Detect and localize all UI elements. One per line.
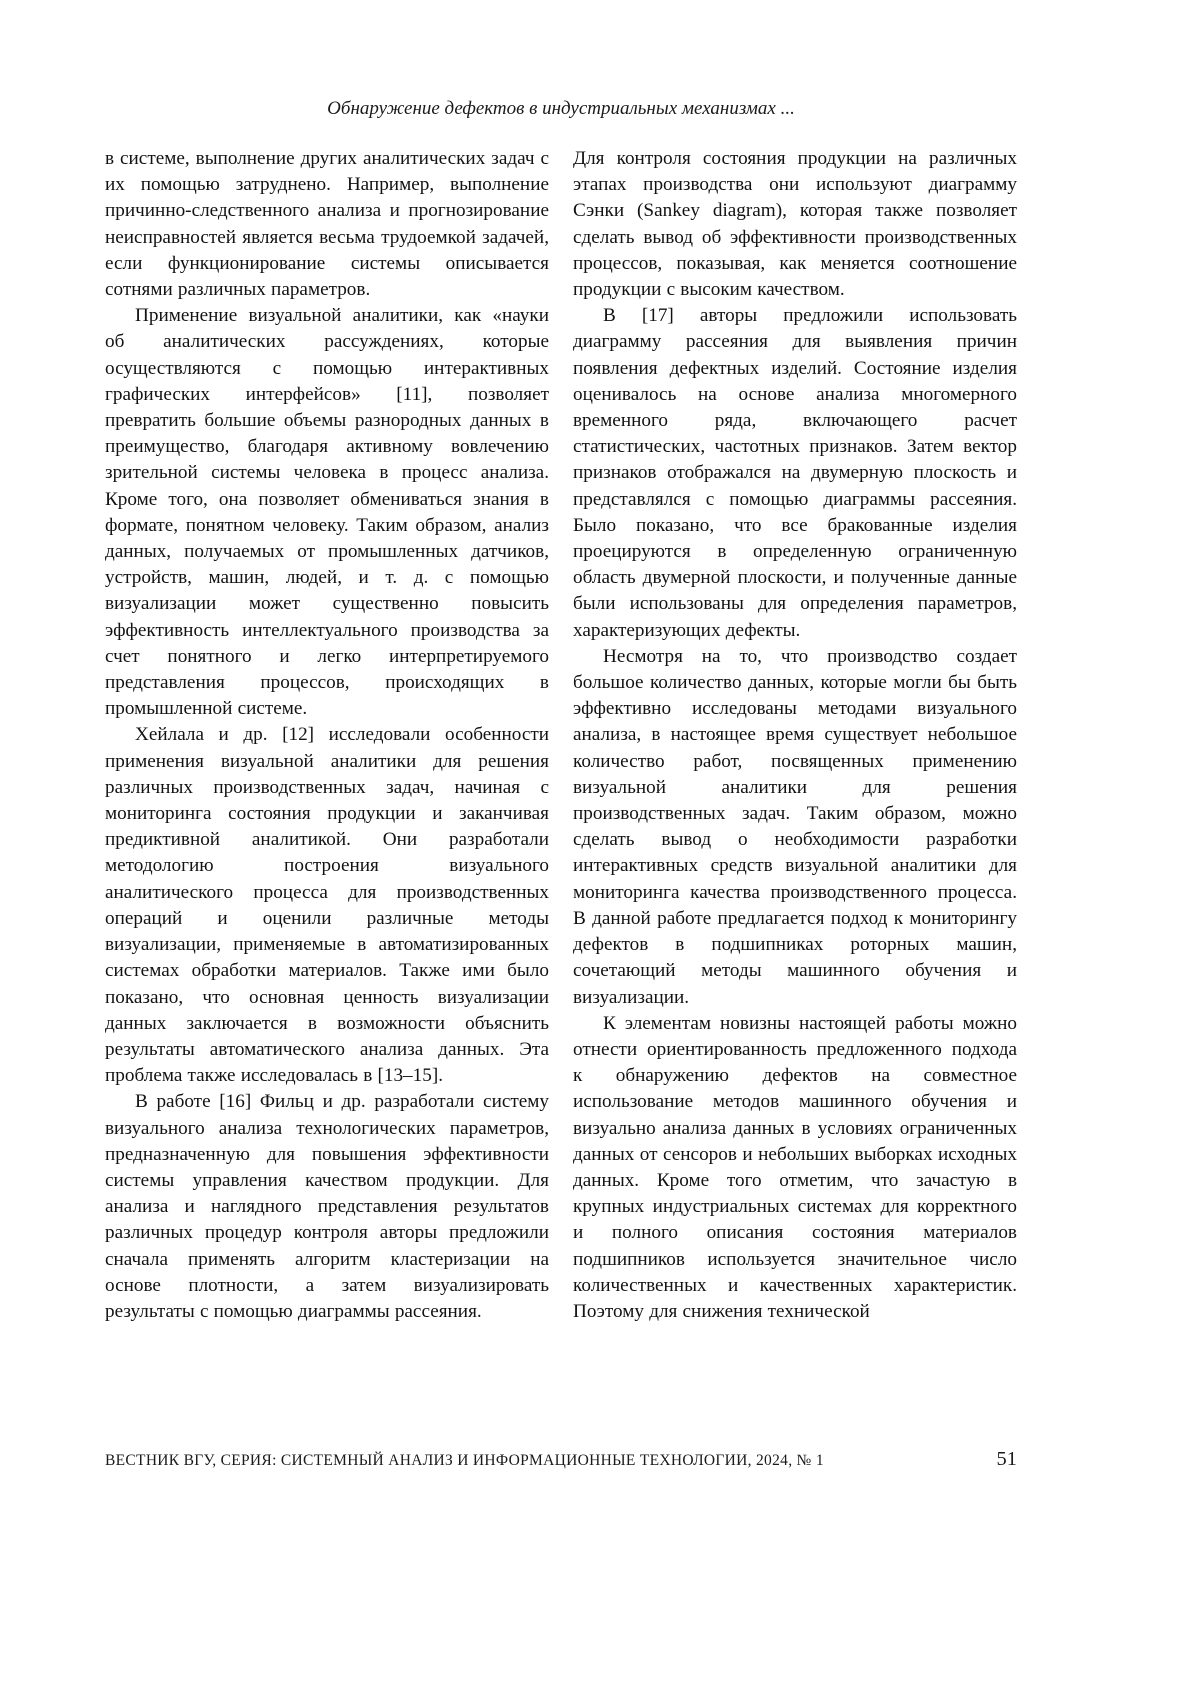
paragraph: Хейлала и др. [12] исследовали особенности применения визуальной аналитики для решения различных производственных задач, начиная с мониторинга состояния продукции и заканчивая предиктивной аналитикой. Они разработали методологию построения визуального аналитического процесса для производственных операций и оценили различные методы визуализации, применяемые в автоматизированных системах обработки материалов. Также ими было показано, что основная ценность визуализации данных заключается в возможности объяснить результаты автоматического анализа данных. Эта проблема также исследовалась в [13–15].	[105, 724, 549, 1087]
footer-journal-line: ВЕСТНИК ВГУ, СЕРИЯ: СИСТЕМНЫЙ АНАЛИЗ И ИНФОРМАЦИОННЫЕ ТЕХНОЛОГИИ, 2024, № 1	[105, 1452, 824, 1469]
paragraph: В [17] авторы предложили использовать диаграмму рассеяния для выявления причин появления дефектных изделий. Состояние изделия оценивалось на основе анализа многомерного временного ряда, включающего расчет статистических, частотных признаков. Затем вектор признаков отображался на двумерную плоскость и представлялся с помощью диаграммы рассеяния. Было показано, что все бракованные изделия проецируются в определенную ограниченную область двумерной плоскости, и полученные данные были использованы для определения параметров, характеризующих дефекты.	[573, 305, 1017, 641]
paragraph: в системе, выполнение других аналитических задач с их помощью затруднено. Например, выполнение причинно-следственного анализа и прогнозирование неисправностей является весьма трудоемкой задачей, если функционирование системы описывается сотнями различных параметров.	[105, 148, 549, 301]
paragraph: К элементам новизны настоящей работы можно отнести ориентированность предложенного подхода к обнаружению дефектов на совместное использование методов машинного обучения и визуально анализа данных в условиях ограниченных данных от сенсоров и небольших выборках исходных данных. Кроме того отметим, что зачастую в крупных индустриальных системах для корректного и полного описания состояния материалов подшипников используется значительное число количественных и качественных характеристик. Поэтому для снижения технической	[573, 1012, 1017, 1322]
footer	[105, 1448, 1017, 1471]
paragraph: Несмотря на то, что производство создает большое количество данных, которые могли бы быть эффективно исследованы методами визуального анализа, в настоящее время существует небольшое количество работ, посвященных применению визуальной аналитики для решения производственных задач. Таким образом, можно сделать вывод о необходимости разработки интерактивных средств визуальной аналитики для мониторинга качества производственного процесса. В данной работе предлагается подход к мониторингу дефектов в подшипниках роторных машин, сочетающий методы машинного обучения и визуализации.	[573, 645, 1017, 1008]
content-columns	[105, 146, 1017, 1325]
paragraph: В работе [16] Фильц и др. разработали систему визуального анализа технологических параметров, предназначенную для повышения эффективности системы управления качеством продукции. Для анализа и наглядного представления результатов различных процедур контроля авторы предложили сначала применять алгоритм кластеризации на основе плотности, а затем визуализировать результаты с помощью диаграммы рассеяния.	[105, 1091, 549, 1322]
column-right	[573, 146, 1017, 1325]
column-left	[105, 146, 549, 1325]
paragraph: Применение визуальной аналитики, как «науки об аналитических рассуждениях, которые осуществляются с помощью интерактивных графических интерфейсов» [11], позволяет превратить большие объемы разнородных данных в преимущество, благодаря активному вовлечению зрительной системы человека в процесс анализа. Кроме того, она позволяет обмениваться знания в формате, понятном человеку. Таким образом, анализ данных, получаемых от промышленных датчиков, устройств, машин, людей, и т. д. с помощью визуализации может существенно повысить эффективность интеллектуального производства за счет понятного и легко интерпретируемого представления процессов, происходящих в промышленной системе.	[105, 305, 549, 720]
page-number: 51	[996, 1448, 1017, 1470]
running-head: Обнаружение дефектов в индустриальных механизмах ...	[327, 98, 795, 119]
paragraph: Для контроля состояния продукции на различных этапах производства они используют диаграмму Сэнки (Sankey diagram), которая также позволяет сделать вывод об эффективности производственных процессов, показывая, как меняется соотношение продукции с высоким качеством.	[573, 148, 1017, 301]
